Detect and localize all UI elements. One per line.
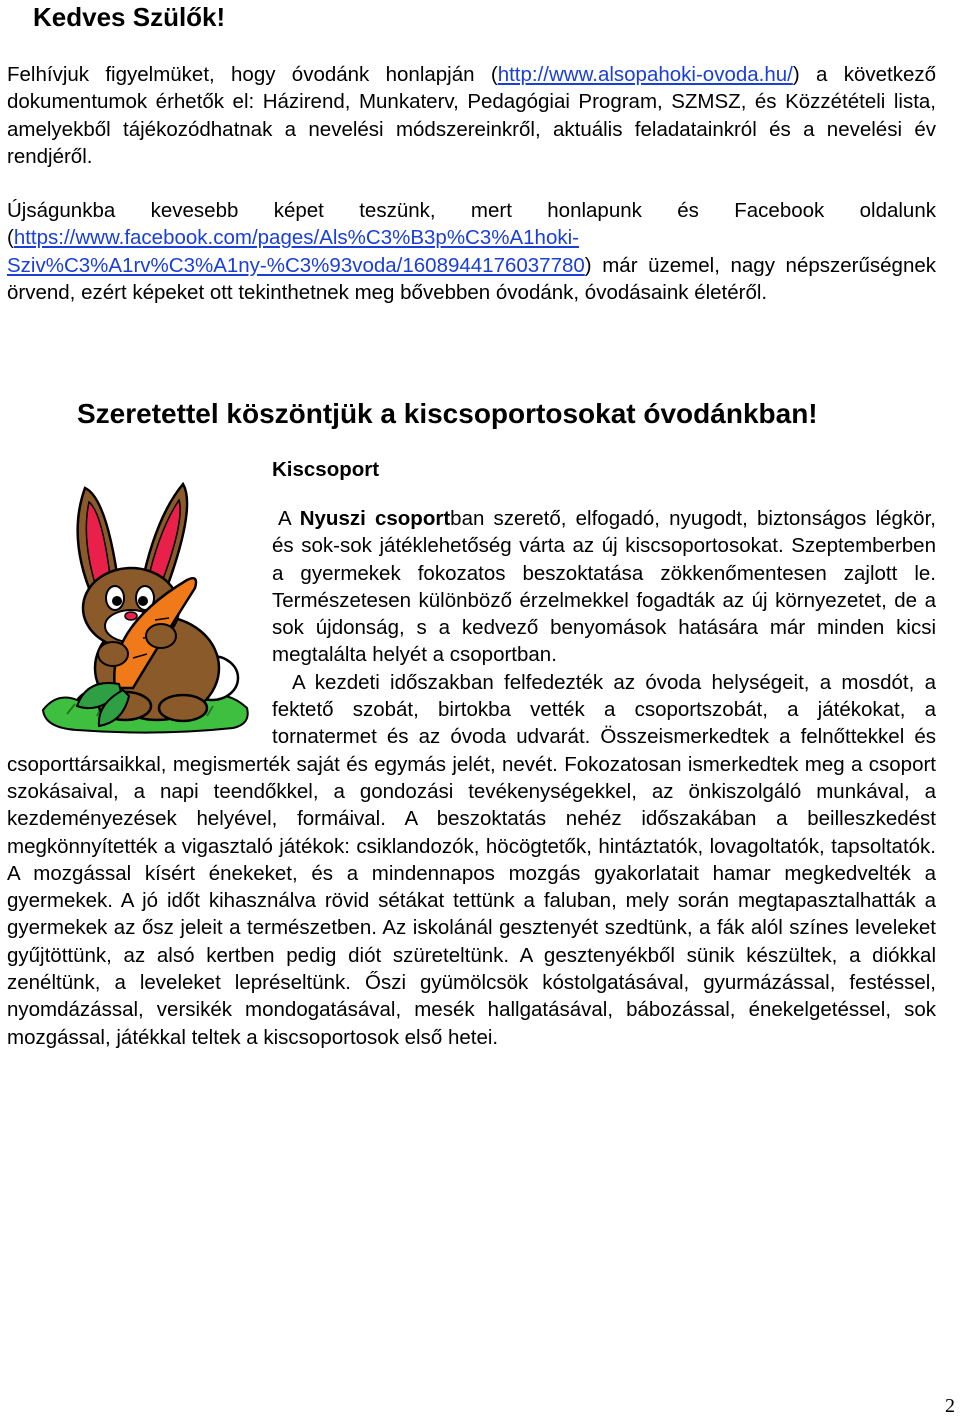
- group-name-nyuszi: Nyuszi: [299, 507, 366, 530]
- group-word-csoport: csoport: [374, 507, 451, 530]
- greeting-heading: Kedves Szülők!: [33, 2, 226, 32]
- page-number: 2: [945, 1395, 955, 1417]
- facebook-text-start: Újságunkba kevesebb képet teszünk, mert honlapunk és Facebook oldalunk (: [7, 199, 936, 250]
- facebook-link[interactable]: [7, 226, 585, 276]
- website-link[interactable]: http://www.alsopahoki-ovoda.hu/: [497, 63, 793, 86]
- facebook-link-part1: https://www.facebook.com/pages/Als%C3%B3p%C3%A1hoki-: [13, 226, 579, 250]
- kiscsoport-text-rest: ban szerető, elfogadó, nyugodt, biztonságos légkör, és sok-sok játéklehetőség várta az új kiscsoportosokat. Szeptemberben a gyermekek fokozatos beszoktatása zökkenőmentesen zajlott le. Természetesen különböző érzelmekkel fogadták az új környezetet, de a sok újdonság, s a kedvező benyomások hatására már minden kicsi megtalálta helyét a csoportban.: [272, 507, 936, 667]
- section-label-kiscsoport: Kiscsoport: [272, 458, 380, 481]
- facebook-text-end: ) már üzemel, nagy népszerűségnek örvend, ezért képeket ott tekinthetnek meg bővebben óvodánk, óvodásaink életéről.: [7, 253, 936, 304]
- facebook-link-part2: Sziv%C3%A1rv%C3%A1ny-%C3%93voda/1608944176037780: [7, 253, 585, 277]
- kiscsoport-text: [7, 505, 936, 1051]
- intro-text-end: ) a következő dokumentumok érhetők el: Házirend, Munkaterv, Pedagógiai Program, SZMSZ, és Közzétételi lista, amelyekből tájékozódhatnak a nevelési módszereinkről, aktuális feladatainkról és a nevelési év rendjéről.: [7, 63, 936, 168]
- kiscsoport-text-start: A: [278, 507, 300, 530]
- kiscsoport-paragraph-2: A kezdeti időszakban felfedezték az óvoda helységeit, a mosdót, a fektető szobát, birtokba vették a csoportszobát, a játékokat, a tornatermet és az óvoda udvarát. Összeismerkedtek a felnőttekkel és csoporttársaikkal, megismerték saját és egymás jelét, nevét. Fokozatosan ismerkedtek meg a csoport szokásaival, a napi teendőkkel, a gondozási tevékenységekkel, az önkiszolgáló munkával, a kezdeményezések helyével, formáival. A beszoktatás nehéz időszakában a beilleszkedést megkönnyítették a vigasztaló játékok: csiklandozók, höcögtetők, hintáztatók, lovagoltatók, tapsoltatók. A mozgással kísért énekeket, és a mindennapos mozgás gyakorlatait hamar megkedvelték a gyermekek. A jó időt kihasználva rövid sétákat tettünk a faluban, mely során megtapasztalhatták a gyermekek az ősz jeleit a természetben. Az iskolánál gesztenyét szedtünk, a fák alól színes leveleket gyűjtöttünk, az alsó kertben pedig diót szüreteltünk. A gesztenyékből sünik készültek, a diókkal zenéltünk, a leveleket lepréseltünk. Őszi gyümölcsök kóstolgatásával, gyurmázással, festéssel, nyomdázással, versikék mondogatásával, mesék hallgatásával, bábozással, énekelgetéssel, sok mozgással, játékkal teltek a kiscsoportosok első hetei.: [7, 670, 936, 1049]
- image-spacer: [7, 505, 272, 748]
- facebook-paragraph: [7, 197, 936, 306]
- welcome-heading: Szeretettel köszöntjük a kiscsoportosokat óvodánkban!: [77, 398, 818, 429]
- intro-paragraph: [7, 61, 936, 170]
- intro-text-start: Felhívjuk figyelmüket, hogy óvodánk honlapján (: [7, 63, 498, 86]
- kiscsoport-space: [366, 507, 375, 530]
